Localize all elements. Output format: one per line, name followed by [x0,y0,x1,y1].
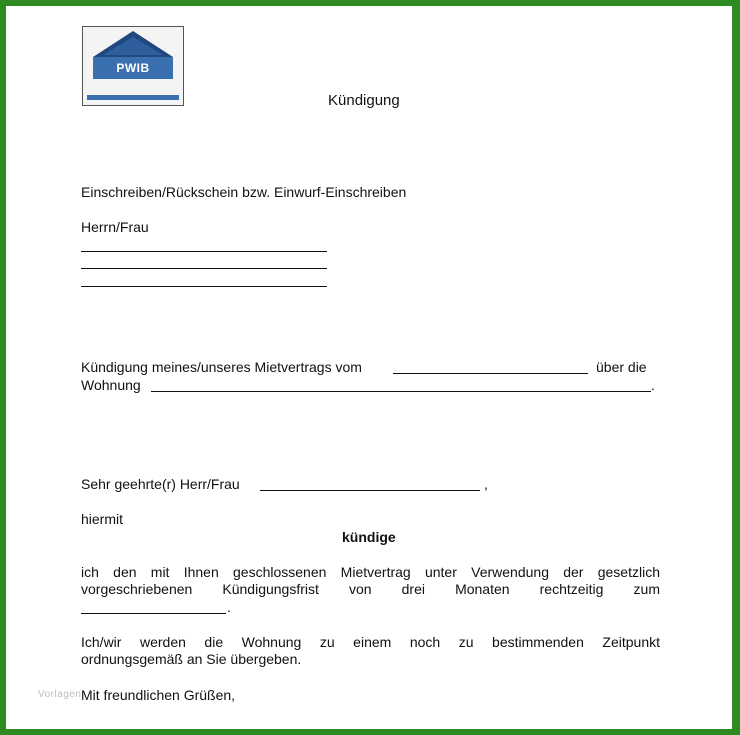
contract-date-field[interactable] [393,373,588,374]
subject-text-2: über die [596,359,647,375]
salutation-comma: , [484,476,488,492]
salutation: Sehr geehrte(r) Herr/Frau [81,476,240,492]
apartment-field[interactable] [151,391,651,392]
recipient-line-3[interactable] [81,286,327,287]
body-p1-line-1: ich den mit Ihnen geschlossenen Mietvertrag unter Verwendung der gesetzlich [81,564,660,580]
subject-line-1 [81,359,362,376]
logo-tagline-bar [87,95,179,100]
subject-line-2: Wohnung [81,377,141,393]
salutation-name-field[interactable] [260,490,480,491]
hiermit-text: hiermit [81,511,124,527]
company-logo [82,26,184,106]
watermark: Vorlagen [38,689,82,700]
recipient-line-1[interactable] [81,251,327,252]
body-paragraph-2 [81,634,660,668]
kuendige-heading: kündige [342,529,396,545]
body-paragraph-1 [81,564,660,598]
body-p1-line-2: vorgeschriebenen Kündigungsfrist von drei Monaten rechtzeitig zum [81,581,660,597]
body-p2-line-2: ordnungsgemäß an Sie übergeben. [81,651,302,667]
closing-text: Mit freundlichen Grüßen, [81,687,236,703]
subject-text: Kündigung meines/unseres Mietvertrags vom [81,359,362,375]
body-p2-line-1: Ich/wir werden die Wohnung zu einem noch zu bestimmenden Zeitpunkt [81,634,660,650]
body-p1-end: . [227,599,231,615]
logo-text: PWIB [116,61,150,75]
termination-date-field[interactable] [81,613,226,614]
recipient-label: Herrn/Frau [81,219,149,235]
page-title: Kündigung [328,92,400,109]
subject-period: . [651,377,655,393]
recipient-line-2[interactable] [81,268,327,269]
delivery-method: Einschreiben/Rückschein bzw. Einwurf-Einschreiben [81,184,407,200]
